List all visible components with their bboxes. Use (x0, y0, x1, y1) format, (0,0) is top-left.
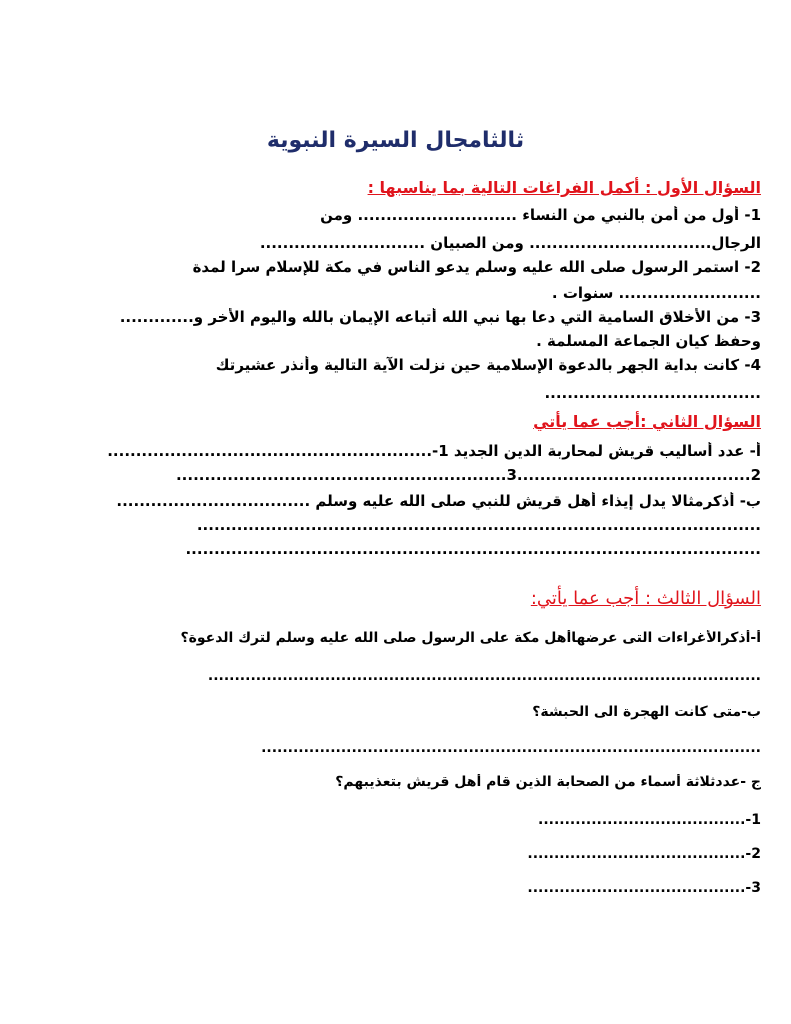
q3-line-7: 2-......................................... (527, 846, 761, 862)
q3-line-8: 3-......................................... (527, 880, 761, 896)
q3-line-6: 1-....................................... (538, 812, 761, 828)
q2-line-2: 2.........................................3.......................................................... (175, 466, 761, 484)
page-title: ثالثامجال السيرة النبوية (266, 128, 525, 153)
q1-line-3: 2- استمر الرسول صلى الله عليه وسلم يدعو الناس في مكة للإسلام سرا لمدة (192, 258, 761, 276)
q2-line-3: ب- أذكرمثالا يدل إيذاء أهل قريش للنبي صلى الله عليه وسلم .................................. (116, 492, 761, 510)
q1-line-1: 1- أول من أمن بالنبي من النساء ............................ ومن (320, 206, 761, 224)
q3-line-2: ........................................................................................................ (207, 668, 761, 684)
q1-line-6: وحفظ كيان الجماعة المسلمة . (536, 332, 761, 350)
q2-line-5: ..................................................................................................... (185, 540, 761, 558)
q2-line-4: ................................................................................................... (196, 516, 761, 534)
q3-line-5: ج -عددثلاثة أسماء من الصحابة الذين قام أهل قريش بتعذيبهم؟ (335, 774, 761, 790)
question-1-instruction: : أكمل الفراغات التالية بما يناسبها : (367, 178, 658, 197)
question-2-instruction: :أجب عما يأتي (533, 412, 653, 431)
q1-line-5: 3- من الأخلاق السامية التي دعا بها نبي الله أتباعه الإيمان بالله واليوم الأخر و............. (119, 308, 761, 326)
q3-line-1: أ-أذكرالأغراءات التى عرضهاأهل مكة على الرسول صلى الله عليه وسلم لترك الدعوة؟ (180, 630, 761, 646)
q2-line-1: أ- عدد أساليب قريش لمحاربة الدين الجديد 1-......................................................... (107, 442, 761, 460)
question-1-heading (368, 178, 761, 197)
q3-line-4: .............................................................................................. (261, 740, 761, 756)
q1-line-7: 4- كانت بداية الجهر بالدعوة الإسلامية حين نزلت الآية التالية وأنذر عشيرتك (215, 356, 761, 374)
question-2-heading (533, 412, 761, 431)
q1-line-2: الرجال................................ ومن الصبيان ............................. (259, 234, 761, 252)
question-2-label: السؤال الثاني (652, 412, 761, 431)
question-1-label: السؤال الأول (657, 178, 761, 197)
q3-line-3: ب-متى كانت الهجرة الى الحبشة؟ (532, 704, 761, 720)
q1-line-8: ...................................... (544, 384, 761, 402)
question-3-heading: السؤال الثالث : أجب عما يأتي: (530, 588, 761, 609)
q1-line-4: ......................... سنوات . (551, 284, 761, 302)
